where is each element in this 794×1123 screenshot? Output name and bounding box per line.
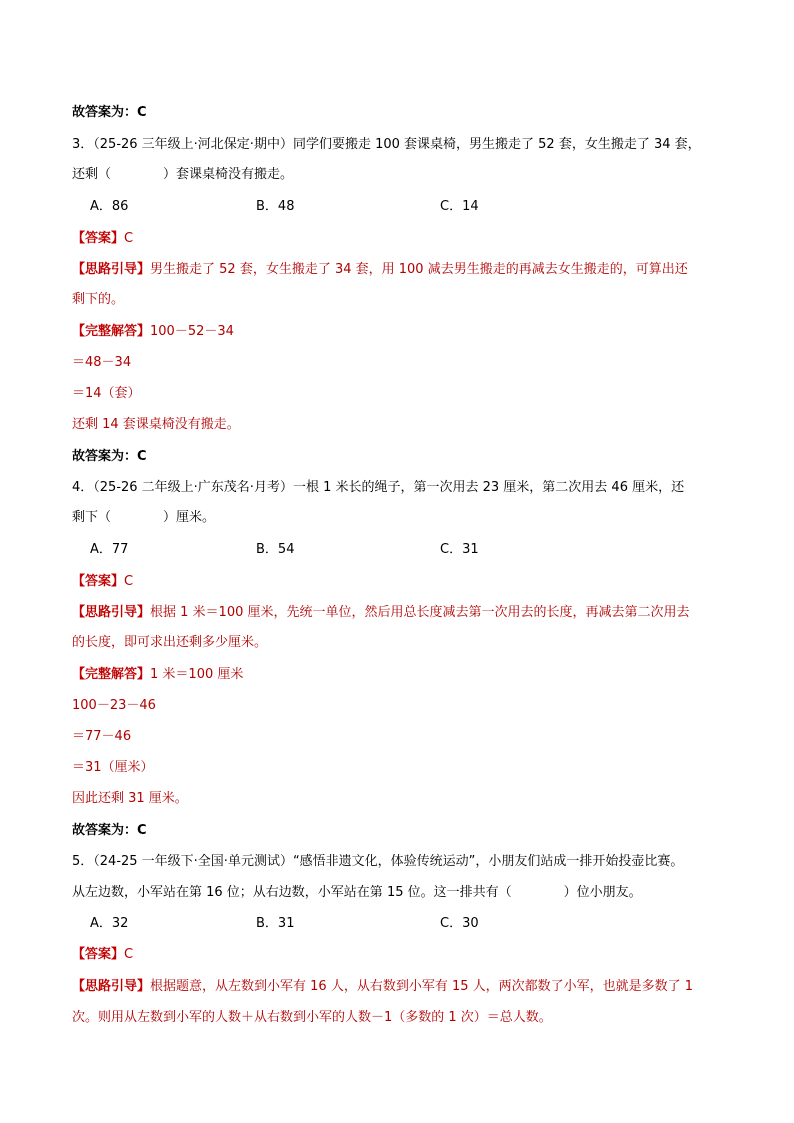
- q5-hint-line1: 【思路引导】根据题意，从左数到小军有 16 人，从右数到小军有 15 人，两次都数了小军，也就是多数了 1: [72, 979, 694, 994]
- q4-answer: [72, 573, 133, 591]
- q3-final-answer: 故答案为：C: [72, 449, 147, 464]
- q3-stem-line1: 3．（25-26 三年级上·河北保定·期中）同学们要搬走 100 套课桌椅，男生搬走了 52 套，女生搬走了 34 套，: [72, 137, 701, 152]
- q4-stem-line1: 4．（25-26 二年级上·广东茂名·月考）一根 1 米长的绳子，第一次用去 23 厘米，第二次用去 46 厘米，还: [72, 480, 685, 495]
- q5-answer-tag: 【答案】: [72, 947, 125, 962]
- q4-hint-tag: 【思路引导】: [72, 605, 151, 620]
- q3-answer-tag: 【答案】: [72, 231, 125, 246]
- q3-solution-line2: ＝48－34: [72, 355, 132, 370]
- q5-option-a: A．32: [90, 916, 129, 931]
- q3-option-a: A．86: [90, 199, 129, 214]
- q4-solution-line2: 100－23－46: [72, 698, 156, 713]
- q5-answer: [72, 946, 133, 964]
- q4-solution-line4: ＝31（厘米）: [72, 760, 154, 775]
- q5-option-b: B．31: [256, 916, 295, 931]
- q4-solution-line5: 因此还剩 31 厘米。: [72, 791, 188, 806]
- q5-option-c: C．30: [440, 916, 479, 931]
- q3-solution-tag: 【完整解答】: [72, 324, 151, 339]
- q4-solution-tag: 【完整解答】: [72, 667, 151, 682]
- q5-stem-line1: 5．（24-25 一年级下·全国·单元测试）“感悟非遗文化，体验传统运动”，小朋友们站成一排开始投壶比赛。: [72, 854, 684, 869]
- q3-solution-line3: ＝14（套）: [72, 386, 141, 401]
- q3-hint-line1: 【思路引导】男生搬走了 52 套，女生搬走了 34 套，用 100 减去男生搬走的再减去女生搬走的，可算出还: [72, 262, 688, 277]
- q4-option-c: C．31: [440, 542, 479, 557]
- q3-hint-line2: 剩下的。: [72, 292, 125, 307]
- q3-solution-line4: 还剩 14 套课桌椅没有搬走。: [72, 417, 240, 432]
- q3-stem-line2: 还剩（ ）套课桌椅没有搬走。: [72, 167, 294, 182]
- q5-hint-tag: 【思路引导】: [72, 979, 151, 994]
- q4-stem-line2: 剩下（ ）厘米。: [72, 510, 216, 525]
- q4-hint-line1: 【思路引导】根据 1 米＝100 厘米，先统一单位，然后用总长度减去第一次用去的长度，再减去第二次用去: [72, 605, 690, 620]
- q4-final-answer: 故答案为：C: [72, 823, 147, 838]
- q4-answer-tag: 【答案】: [72, 574, 125, 589]
- q3-answer: [72, 230, 133, 248]
- q5-answer-value: C: [124, 947, 134, 962]
- q3-answer-value: C: [124, 231, 134, 246]
- q4-answer-value: C: [124, 574, 134, 589]
- q3-option-c: C．14: [440, 199, 479, 214]
- q5-stem-line2: 从左边数，小军站在第 16 位；从右边数，小军站在第 15 位。这一排共有（ ）位小朋友。: [72, 885, 642, 900]
- q3-solution-line1: 【完整解答】100－52－34: [72, 324, 234, 339]
- q3-hint-tag: 【思路引导】: [72, 262, 151, 277]
- q5-hint-line2: 次。则用从左数到小军的人数＋从右数到小军的人数－1（多数的 1 次）＝总人数。: [72, 1010, 552, 1025]
- q4-solution-line1: 【完整解答】1 米＝100 厘米: [72, 667, 244, 682]
- previous-final-answer: 故答案为：C: [72, 105, 147, 120]
- q4-hint-line2: 的长度，即可求出还剩多少厘米。: [72, 635, 268, 650]
- q3-option-b: B．48: [256, 199, 295, 214]
- q4-solution-line3: ＝77－46: [72, 729, 132, 744]
- q4-option-b: B．54: [256, 542, 295, 557]
- q4-option-a: A．77: [90, 542, 129, 557]
